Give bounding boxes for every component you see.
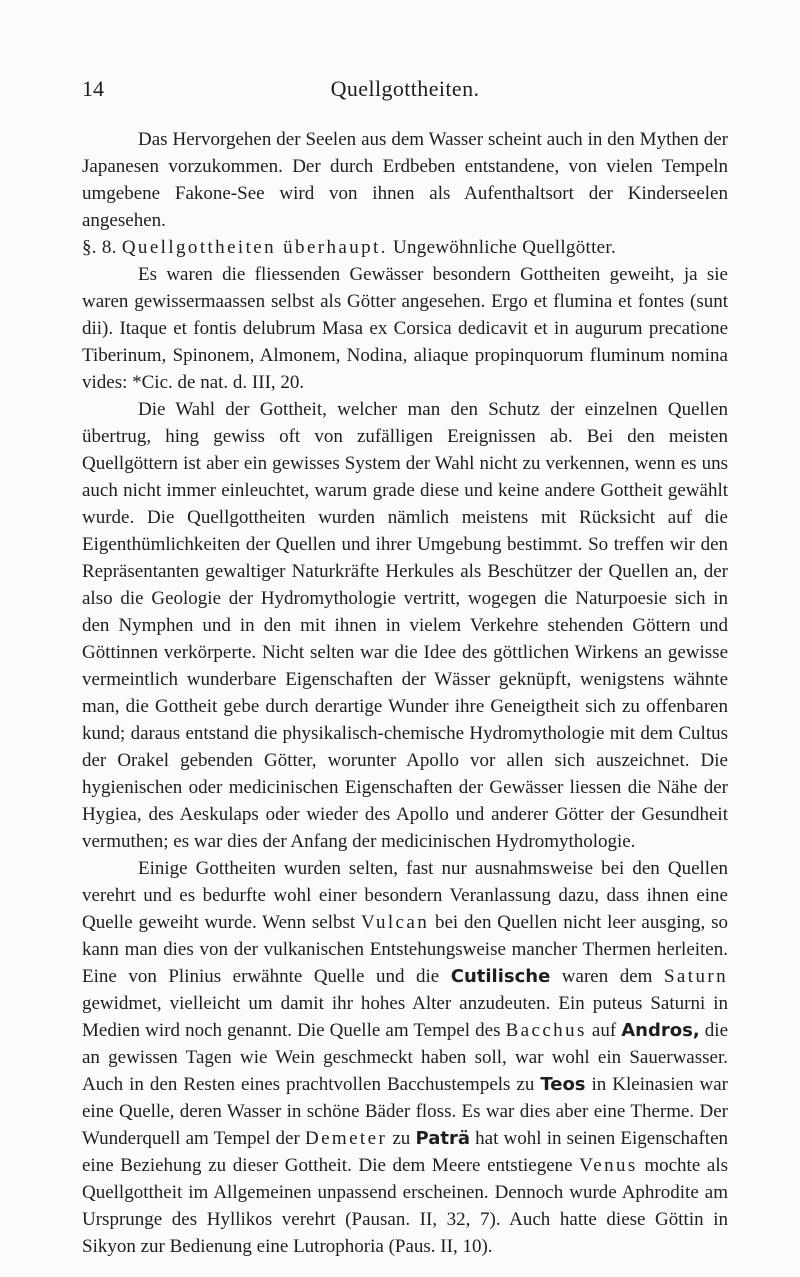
paragraph-3: Die Wahl der Gottheit, welcher man den Schutz der einzelnen Quellen übertrug, hing gewiss oft von zufälligen Ereignissen ab. Bei den meisten Quellgöttern ist aber ein gewisses System der Wahl nicht zu verkennen, wenn es uns auch nicht immer einleuchtet, warum grade diese und keine andere Gottheit gewählt wurde. Die Quellgottheiten wurden nämlich meistens mit Rücksicht auf die Eigenthümlichkeiten der Quellen und ihrer Umgebung bestimmt. So treffen wir den Repräsentanten gewaltiger Naturkräfte Herkules als Beschützer der Quellen an, der also die Geologie der Hydromythologie vertritt, wogegen die Naturpoesie sich in den Nymphen und in den mit ihnen in vielem Verkehre stehenden Göttern und Göttinnen verkörperte. Nicht selten war die Idee des göttlichen Wirkens an gewisse vermeintlich wunderbare Eigenschaften der Wässer geknüpft, wenigstens wähnte man, die Gottheit gebe durch derartige Wunder ihre Geneigtheit sich zu offenbaren kund; daraus entstand die physikalisch-chemische Hydromythologie mit dem Cultus der Orakel gebenden Götter, worunter Apollo vor allen sich auszeichnet. Die hygienischen oder medicinischen Eigenschaften der Gewässer liessen die Nähe der Hygiea, des Aeskulaps oder wieder des Apollo und anderer Götter der Gesundheit vermuthen; es war dies der Anfang der medicinischen Hydromythologie.	[82, 399, 728, 852]
page-header	[82, 70, 728, 104]
section-number: §. 8.	[82, 237, 117, 258]
section-title-rest: Ungewöhnliche Quellgötter.	[392, 237, 617, 258]
paragraph-4	[82, 855, 728, 1260]
emphasis-andros: Andros,	[621, 1020, 700, 1041]
paragraph-1: Das Hervorgehen der Seelen aus dem Wasser scheint auch in den Mythen der Japanesen vorzukommen. Der durch Erdbeben entstandene, von vielen Tempeln umgebene Fakone-See wird von ihnen als Aufenthaltsort der Kinderseelen angesehen.	[82, 129, 728, 231]
emphasis-demeter: Demeter	[304, 1128, 388, 1149]
text-run: hat wohl in seinen Eigenschaften eine Beziehung zu dieser Gottheit. Die dem Meere entstiegene	[82, 1128, 728, 1176]
running-title: Quellgottheiten.	[330, 76, 480, 101]
text-run: zu	[387, 1128, 416, 1149]
text-run: Einige Gottheiten wurden selten, fast nur ausnahmsweise bei den Quellen verehrt und es bedurfte wohl einer besondern Veranlassung dazu, dass ihnen eine Quelle geweiht wurde. Wenn selbst	[82, 858, 728, 933]
emphasis-saturn: Saturn	[663, 966, 728, 987]
section-title-spaced: Quellgottheiten überhaupt.	[121, 237, 388, 258]
emphasis-vulcan: Vulcan	[360, 912, 430, 933]
text-run: gewidmet, vielleicht um damit ihr hohes Alter anzudeuten. Ein puteus Saturni in Medien wird noch genannt. Die Quelle am Tempel des	[82, 993, 728, 1041]
emphasis-cutilische: Cutilische	[450, 966, 551, 987]
emphasis-patra: Paträ	[415, 1128, 470, 1149]
text-run: in Kleinasien war eine Quelle, deren Wasser in schöne Bäder floss. Es war dies aber eine Therme. Der Wunderquell am Tempel der	[82, 1074, 728, 1149]
paragraph-2: Es waren die fliessenden Gewässer besondern Gottheiten geweiht, ja sie waren gewissermaassen selbst als Götter angesehen. Ergo et flumina et fontes (sunt dii). Itaque et fontis delubrum Masa ex Corsica dedicavit et in augurum precatione Tiberinum, Spinonem, Almonem, Nodina, aliaque propinquorum fluminum nomina vides: *Cic. de nat. d. III, 20.	[82, 264, 728, 393]
text-run: auf	[586, 1020, 622, 1041]
emphasis-venus: Venus	[579, 1155, 638, 1176]
emphasis-teos: Teos	[540, 1074, 586, 1095]
text-run: mochte als Quellgottheit im Allgemeinen unpassend erscheinen. Dennoch wurde Aphrodite am Ursprunge des Hyllikos verehrt (Pausan. II, 32, 7). Auch hatte diese Göttin in Sikyon zur Bedienung eine Lutrophoria (Paus. II, 10).	[82, 1155, 729, 1257]
emphasis-bacchus: Bacchus	[505, 1020, 587, 1041]
body-text	[82, 126, 728, 1260]
page-number: 14	[82, 76, 104, 101]
text-run: die an gewissen Tagen wie Wein geschmeckt haben soll, war wohl ein Sauerwasser. Auch in den Resten eines prachtvollen Bacchustempels zu	[82, 1020, 729, 1095]
text-run: waren dem	[550, 966, 664, 987]
section-heading	[82, 234, 728, 261]
text-run: bei den Quellen nicht leer ausging, so kann man dies von der vulkanischen Entstehungsweise mancher Thermen herleiten. Eine von Plinius erwähnte Quelle und die	[82, 912, 728, 987]
